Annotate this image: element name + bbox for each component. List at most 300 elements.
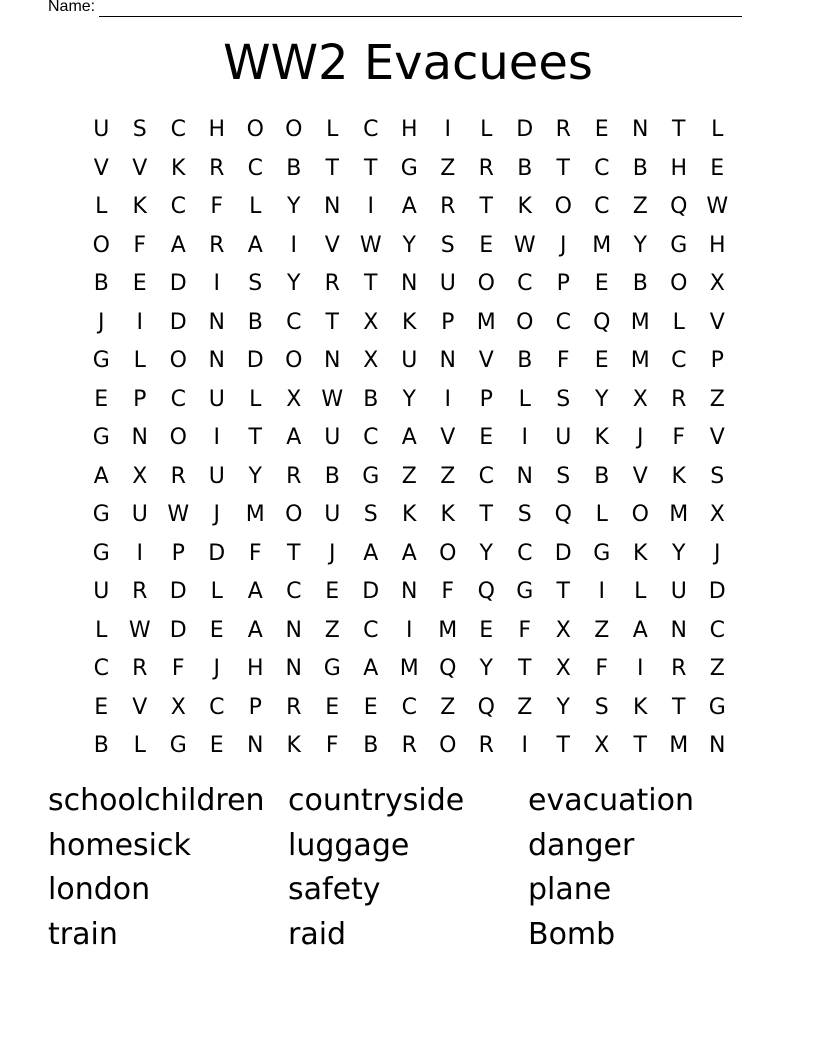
- grid-letter: E: [479, 425, 494, 450]
- grid-letter: L: [95, 617, 108, 643]
- grid-letter: R: [671, 386, 687, 412]
- grid-letter: K: [171, 155, 186, 181]
- grid-letter: D: [246, 348, 264, 373]
- grid-row: [82, 111, 737, 150]
- grid-letter: U: [93, 579, 110, 604]
- grid-letter: N: [401, 271, 418, 296]
- grid-letter: O: [439, 733, 457, 758]
- grid-letter: B: [517, 155, 533, 181]
- grid-letter: C: [170, 386, 186, 412]
- grid-letter: M: [245, 502, 265, 527]
- grid-letter: S: [556, 463, 571, 489]
- grid-letter: Y: [633, 232, 647, 258]
- word-bank-item: london: [48, 872, 151, 907]
- grid-letter: A: [401, 194, 417, 219]
- grid-letter: E: [594, 271, 609, 296]
- grid-letter: P: [479, 386, 493, 412]
- grid-letter: U: [93, 117, 110, 142]
- grid-letter: S: [248, 271, 263, 296]
- grid-letter: R: [401, 733, 417, 758]
- grid-letter: J: [714, 540, 721, 566]
- grid-letter: A: [247, 232, 263, 258]
- grid-letter: K: [633, 694, 648, 720]
- grid-letter: C: [286, 309, 302, 335]
- grid-letter: S: [517, 502, 532, 527]
- grid-letter: D: [708, 579, 726, 604]
- grid-letter: I: [136, 309, 143, 335]
- grid-letter: B: [363, 733, 379, 758]
- grid-letter: V: [632, 463, 648, 489]
- grid-letter: I: [444, 117, 451, 142]
- grid-letter: I: [521, 733, 528, 758]
- grid-letter: T: [479, 502, 493, 527]
- grid-letter: M: [630, 309, 650, 335]
- grid-letter: C: [594, 194, 610, 219]
- grid-letter: I: [598, 579, 605, 604]
- grid-letter: G: [92, 348, 110, 373]
- grid-letter: K: [517, 194, 532, 219]
- grid-letter: R: [286, 694, 302, 720]
- grid-row: [82, 535, 737, 574]
- word-bank-item: Bomb: [528, 916, 616, 952]
- grid-letter: S: [556, 386, 571, 412]
- grid-letter: E: [594, 117, 609, 142]
- grid-row: [82, 496, 737, 535]
- grid-letter: N: [670, 617, 687, 643]
- grid-letter: S: [710, 463, 725, 489]
- grid-letter: I: [367, 194, 374, 219]
- grid-letter: L: [480, 117, 493, 142]
- grid-letter: A: [363, 540, 379, 566]
- grid-letter: X: [363, 348, 379, 373]
- grid-letter: R: [209, 155, 225, 181]
- grid-letter: T: [325, 155, 339, 181]
- grid-letter: B: [93, 271, 109, 296]
- grid-letter: Q: [477, 694, 495, 720]
- grid-letter: E: [94, 694, 109, 720]
- grid-letter: C: [671, 348, 687, 373]
- grid-letter: K: [402, 502, 417, 527]
- grid-letter: I: [136, 540, 143, 566]
- grid-letter: C: [363, 117, 379, 142]
- grid-letter: F: [133, 232, 147, 258]
- grid-letter: O: [285, 348, 303, 373]
- grid-letter: Y: [479, 656, 493, 681]
- grid-letter: L: [249, 386, 262, 412]
- page-title: WW2 Evacuees: [223, 35, 593, 91]
- grid-letter: T: [325, 309, 339, 335]
- grid-row: [82, 188, 737, 227]
- word-bank-item: schoolchildren: [48, 783, 265, 818]
- grid-letter: R: [478, 155, 494, 181]
- grid-letter: N: [247, 733, 264, 758]
- grid-letter: O: [92, 232, 110, 258]
- word-bank-item: train: [48, 916, 118, 952]
- grid-letter: L: [133, 733, 146, 758]
- grid-letter: G: [708, 694, 726, 720]
- grid-letter: C: [709, 617, 725, 643]
- grid-letter: D: [169, 579, 187, 604]
- grid-letter: D: [169, 617, 187, 643]
- word-bank-item: raid: [288, 916, 347, 952]
- grid-row: [82, 381, 737, 420]
- grid-letter: A: [363, 656, 379, 681]
- grid-letter: T: [518, 656, 532, 681]
- grid-letter: T: [364, 155, 378, 181]
- grid-row: [82, 419, 737, 458]
- grid-letter: N: [208, 348, 225, 373]
- grid-letter: U: [208, 463, 225, 489]
- name-label: Name:: [48, 0, 96, 15]
- grid-letter: F: [556, 348, 570, 373]
- grid-letter: S: [594, 694, 609, 720]
- grid-letter: A: [632, 617, 648, 643]
- grid-letter: X: [632, 386, 648, 412]
- grid-letter: C: [286, 579, 302, 604]
- grid-letter: R: [440, 194, 456, 219]
- grid-letter: Y: [287, 271, 301, 296]
- grid-letter: Z: [709, 656, 725, 681]
- grid-letter: C: [247, 155, 263, 181]
- grid-letter: N: [131, 425, 148, 450]
- grid-row: [82, 265, 737, 304]
- grid-letter: C: [594, 155, 610, 181]
- grid-letter: Q: [554, 502, 572, 527]
- grid-letter: N: [324, 348, 341, 373]
- grid-letter: P: [710, 348, 724, 373]
- grid-letter: E: [479, 617, 494, 643]
- grid-letter: D: [169, 309, 187, 335]
- grid-letter: R: [286, 463, 302, 489]
- grid-row: [82, 727, 737, 766]
- grid-row: [82, 650, 737, 689]
- word-bank-item: homesick: [48, 827, 191, 863]
- grid-letter: E: [363, 694, 378, 720]
- grid-letter: N: [208, 309, 225, 335]
- grid-letter: R: [132, 579, 148, 604]
- grid-row: [82, 573, 737, 612]
- grid-row: [82, 150, 737, 189]
- grid-letter: H: [708, 232, 726, 258]
- grid-letter: O: [670, 271, 688, 296]
- grid-letter: Y: [479, 540, 493, 566]
- word-bank-item: safety: [288, 872, 381, 907]
- grid-letter: K: [132, 194, 147, 219]
- grid-letter: X: [594, 733, 610, 758]
- grid-letter: U: [439, 271, 456, 296]
- grid-letter: B: [324, 463, 340, 489]
- word-bank-item: danger: [528, 827, 635, 863]
- grid-letter: Z: [440, 155, 456, 181]
- word-bank-item: plane: [528, 872, 612, 907]
- grid-letter: I: [213, 425, 220, 450]
- grid-letter: O: [516, 309, 534, 335]
- grid-letter: P: [248, 694, 262, 720]
- grid-row: [82, 612, 737, 651]
- grid-letter: Z: [709, 386, 725, 412]
- grid-letter: T: [672, 117, 686, 142]
- grid-letter: W: [128, 617, 151, 643]
- grid-letter: Y: [556, 694, 570, 720]
- grid-letter: X: [555, 656, 571, 681]
- grid-letter: N: [285, 617, 302, 643]
- grid-letter: H: [208, 117, 226, 142]
- grid-letter: V: [93, 155, 109, 181]
- grid-letter: I: [444, 386, 451, 412]
- grid-letter: L: [133, 348, 146, 373]
- grid-letter: C: [401, 694, 417, 720]
- grid-letter: J: [329, 540, 336, 566]
- grid-letter: I: [521, 425, 528, 450]
- grid-letter: O: [246, 117, 264, 142]
- grid-letter: Z: [594, 617, 610, 643]
- grid-letter: S: [440, 232, 455, 258]
- grid-letter: G: [670, 232, 688, 258]
- grid-letter: B: [632, 271, 648, 296]
- grid-letter: L: [249, 194, 262, 219]
- name-write-line[interactable]: [99, 1, 742, 17]
- grid-letter: T: [633, 733, 647, 758]
- grid-letter: Y: [248, 463, 262, 489]
- grid-letter: O: [554, 194, 572, 219]
- grid-letter: A: [401, 425, 417, 450]
- grid-letter: E: [594, 348, 609, 373]
- grid-letter: N: [516, 463, 533, 489]
- grid-letter: Z: [632, 194, 648, 219]
- grid-letter: B: [363, 386, 379, 412]
- grid-letter: G: [516, 579, 534, 604]
- grid-letter: R: [478, 733, 494, 758]
- grid-letter: Z: [440, 694, 456, 720]
- grid-row: [82, 304, 737, 343]
- grid-letter: M: [399, 656, 419, 681]
- grid-letter: U: [208, 386, 225, 412]
- grid-letter: L: [595, 502, 608, 527]
- grid-letter: B: [594, 463, 610, 489]
- grid-letter: I: [406, 617, 413, 643]
- grid-letter: N: [439, 348, 456, 373]
- grid-letter: R: [324, 271, 340, 296]
- grid-letter: J: [637, 425, 644, 450]
- grid-letter: Y: [402, 386, 416, 412]
- grid-letter: M: [438, 617, 458, 643]
- grid-letter: W: [359, 232, 382, 258]
- grid-letter: Z: [440, 463, 456, 489]
- grid-letter: T: [479, 194, 493, 219]
- word-bank-item: evacuation: [528, 783, 694, 818]
- grid-letter: P: [441, 309, 455, 335]
- grid-letter: Q: [670, 194, 688, 219]
- grid-letter: L: [711, 117, 724, 142]
- grid-letter: R: [132, 656, 148, 681]
- grid-letter: T: [248, 425, 262, 450]
- grid-letter: O: [631, 502, 649, 527]
- grid-letter: Y: [672, 540, 686, 566]
- grid-letter: D: [516, 117, 534, 142]
- grid-letter: D: [554, 540, 572, 566]
- grid-letter: H: [670, 155, 688, 181]
- grid-letter: K: [671, 463, 686, 489]
- grid-letter: R: [671, 656, 687, 681]
- grid-letter: U: [555, 425, 572, 450]
- grid-letter: U: [324, 502, 341, 527]
- grid-letter: E: [209, 617, 224, 643]
- grid-letter: E: [132, 271, 147, 296]
- letter-grid: [82, 111, 737, 766]
- grid-letter: I: [213, 271, 220, 296]
- grid-letter: Y: [595, 386, 609, 412]
- grid-letter: A: [170, 232, 186, 258]
- grid-letter: X: [363, 309, 379, 335]
- grid-letter: K: [402, 309, 417, 335]
- grid-letter: E: [209, 733, 224, 758]
- grid-letter: Q: [477, 579, 495, 604]
- word-bank: [48, 779, 768, 957]
- grid-letter: L: [326, 117, 339, 142]
- grid-letter: J: [213, 502, 220, 527]
- grid-letter: O: [439, 540, 457, 566]
- grid-letter: R: [170, 463, 186, 489]
- grid-letter: A: [401, 540, 417, 566]
- grid-letter: H: [246, 656, 264, 681]
- grid-letter: C: [170, 117, 186, 142]
- grid-letter: M: [476, 309, 496, 335]
- grid-row: [82, 227, 737, 266]
- grid-letter: W: [167, 502, 190, 527]
- grid-letter: K: [440, 502, 455, 527]
- grid-letter: D: [208, 540, 226, 566]
- grid-letter: J: [213, 656, 220, 681]
- grid-letter: C: [93, 656, 109, 681]
- grid-letter: G: [400, 155, 418, 181]
- grid-letter: N: [632, 117, 649, 142]
- grid-row: [82, 689, 737, 728]
- grid-letter: M: [592, 232, 612, 258]
- grid-letter: C: [478, 463, 494, 489]
- grid-letter: C: [209, 694, 225, 720]
- grid-letter: J: [98, 309, 105, 335]
- grid-letter: I: [637, 656, 644, 681]
- grid-letter: V: [440, 425, 456, 450]
- grid-letter: V: [132, 694, 148, 720]
- grid-letter: M: [669, 733, 689, 758]
- grid-letter: O: [285, 117, 303, 142]
- grid-letter: F: [595, 656, 609, 681]
- grid-letter: B: [286, 155, 302, 181]
- grid-letter: W: [513, 232, 536, 258]
- grid-letter: F: [441, 579, 455, 604]
- grid-letter: E: [479, 232, 494, 258]
- grid-letter: G: [169, 733, 187, 758]
- grid-letter: S: [363, 502, 378, 527]
- grid-letter: N: [709, 733, 726, 758]
- grid-letter: I: [290, 232, 297, 258]
- grid-letter: U: [401, 348, 418, 373]
- grid-letter: R: [555, 117, 571, 142]
- grid-letter: T: [287, 540, 301, 566]
- grid-letter: Z: [324, 617, 340, 643]
- grid-letter: E: [325, 694, 340, 720]
- grid-letter: Y: [287, 194, 301, 219]
- grid-letter: O: [477, 271, 495, 296]
- grid-letter: N: [285, 656, 302, 681]
- grid-letter: R: [209, 232, 225, 258]
- grid-letter: F: [171, 656, 185, 681]
- grid-letter: L: [518, 386, 531, 412]
- grid-letter: P: [556, 271, 570, 296]
- grid-letter: G: [323, 656, 341, 681]
- grid-letter: F: [518, 617, 532, 643]
- grid-letter: C: [363, 617, 379, 643]
- grid-letter: L: [672, 309, 685, 335]
- grid-letter: B: [93, 733, 109, 758]
- word-bank-item: countryside: [288, 783, 465, 818]
- grid-letter: V: [132, 155, 148, 181]
- grid-letter: L: [634, 579, 647, 604]
- grid-row: [82, 342, 737, 381]
- grid-letter: C: [555, 309, 571, 335]
- grid-letter: W: [706, 194, 729, 219]
- grid-letter: B: [632, 155, 648, 181]
- grid-letter: P: [133, 386, 147, 412]
- grid-letter: A: [93, 463, 109, 489]
- grid-letter: N: [401, 579, 418, 604]
- grid-letter: C: [363, 425, 379, 450]
- grid-letter: G: [593, 540, 611, 566]
- grid-letter: J: [560, 232, 567, 258]
- grid-letter: K: [633, 540, 648, 566]
- grid-letter: G: [92, 425, 110, 450]
- grid-letter: V: [709, 425, 725, 450]
- grid-letter: L: [210, 579, 223, 604]
- grid-letter: U: [131, 502, 148, 527]
- grid-letter: F: [672, 425, 686, 450]
- grid-letter: M: [630, 348, 650, 373]
- grid-letter: Z: [401, 463, 417, 489]
- grid-letter: T: [364, 271, 378, 296]
- grid-letter: C: [517, 271, 533, 296]
- grid-letter: Z: [517, 694, 533, 720]
- grid-letter: X: [132, 463, 148, 489]
- grid-letter: F: [325, 733, 339, 758]
- grid-letter: X: [170, 694, 186, 720]
- grid-letter: F: [210, 194, 224, 219]
- grid-letter: B: [517, 348, 533, 373]
- grid-letter: A: [286, 425, 302, 450]
- grid-letter: A: [247, 617, 263, 643]
- grid-letter: D: [362, 579, 380, 604]
- grid-letter: V: [709, 309, 725, 335]
- grid-letter: O: [169, 348, 187, 373]
- grid-letter: O: [169, 425, 187, 450]
- grid-letter: T: [556, 579, 570, 604]
- grid-letter: X: [709, 271, 725, 296]
- grid-letter: L: [95, 194, 108, 219]
- grid-letter: E: [325, 579, 340, 604]
- name-line: [48, 0, 742, 17]
- grid-letter: G: [92, 502, 110, 527]
- grid-letter: M: [669, 502, 689, 527]
- grid-letter: P: [171, 540, 185, 566]
- grid-letter: G: [92, 540, 110, 566]
- grid-letter: U: [670, 579, 687, 604]
- grid-letter: F: [248, 540, 262, 566]
- grid-letter: W: [321, 386, 344, 412]
- grid-letter: Q: [439, 656, 457, 681]
- grid-letter: S: [132, 117, 147, 142]
- grid-letter: T: [556, 733, 570, 758]
- grid-letter: O: [285, 502, 303, 527]
